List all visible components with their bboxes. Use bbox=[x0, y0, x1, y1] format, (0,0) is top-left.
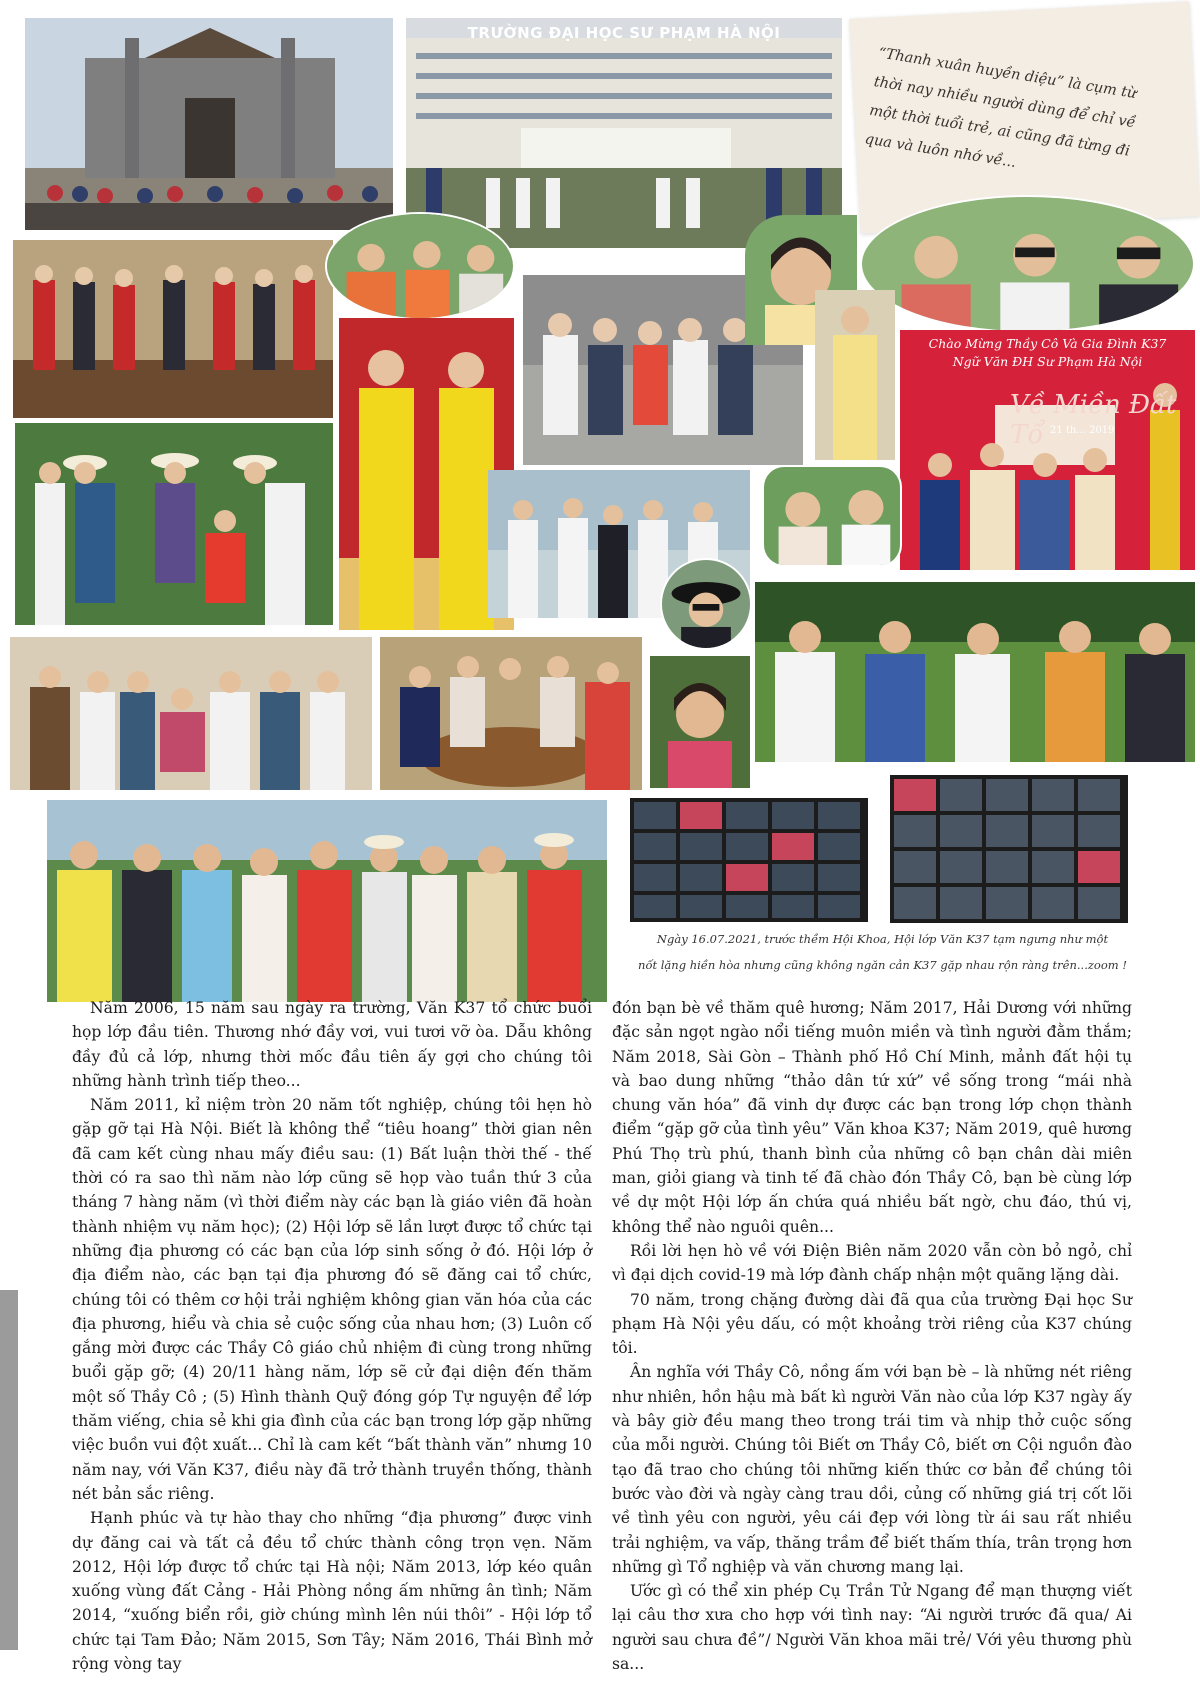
table-gathering-photo bbox=[380, 637, 642, 790]
caption-line-1: Ngày 16.07.2021, trước thềm Hội Khoa, Hội lớp Văn K37 tạm ngưng như một bbox=[656, 932, 1109, 946]
teacher-student-oval-photo bbox=[325, 212, 515, 320]
article-right-column bbox=[612, 996, 1132, 1676]
paragraph: 70 năm, trong chặng đường dài đã qua của trường Đại học Sư phạm Hà Nội yêu dấu, có một khoảng trời riêng của K37 chúng tôi. bbox=[612, 1290, 1132, 1358]
celebration-banner-photo bbox=[900, 330, 1195, 570]
paragraph: Rồi lời hẹn hò về với Điện Biên năm 2020 vẫn còn bỏ ngỏ, chỉ vì đại dịch covid-19 mà lớp đành chấp nhận một quãng lặng dài. bbox=[612, 1241, 1132, 1285]
couple-portrait-photo bbox=[762, 465, 902, 567]
university-building-group-photo bbox=[406, 18, 842, 248]
banner-line-1: Chào Mừng Thầy Cô Và Gia Đình K37 bbox=[928, 336, 1167, 351]
caption-line-2: nốt lặng hiền hòa nhưng cũng không ngăn cản K37 gặp nhau rộn ràng trên...zoom ! bbox=[638, 958, 1127, 972]
karaoke-men-photo bbox=[755, 582, 1195, 762]
paragraph: đón bạn bè về thăm quê hương; Năm 2017, Hải Dương với những đặc sản ngọt ngào nổi tiếng muôn miền và tình người đằm thắm; Năm 2018, Sài Gòn – Thành phố Hồ Chí Minh, mảnh đất hội tụ và bao dung những “thảo dân tứ xứ” về sống trong “mái nhà chung văn hóa” đã vinh dự được các bạn trong lớp chọn thành điểm “gặp gỡ của tình yêu” Văn khoa K37; Năm 2019, quê hương Phú Thọ trù phú, thanh bình của những cô bạn chân dài miên man, giỏi giang và tinh tế đã chào đón Thầy Cô, bạn bè cùng lớp về dự một Hội lớp ấn chứa quá nhiều bất ngờ, chu đáo, thú vị, không thể nào nguôi quên... bbox=[612, 999, 1132, 1236]
paragraph: Hạnh phúc và tự hào thay cho những “địa phương” được vinh dự đăng cai và tất cả đều tổ chức thành công trọn vẹn. Năm 2012, Hội lớp được tổ chức tại Hà nội; Năm 2013, lớp kéo quân xuống vùng đất Cảng - Hải Phòng nồng ấm những ân tình; Năm 2014, “xuống biển rồi, giờ chúng mình lên núi thôi” - Hội lớp tổ chức tại Tam Đảo; Năm 2015, Sơn Tây; Năm 2016, Thái Bình mở rộng vòng tay bbox=[72, 1509, 592, 1674]
paragraph: Ân nghĩa với Thầy Cô, nồng ấm với bạn bè – là những nét riêng như nhiên, hồn hậu mà bất kì người Văn nào của lớp K37 ngày ấy và bây giờ đều mang theo trong trái tim và nhịp thở cuộc sống của mỗi người. Chúng tôi Biết ơn Thầy Cô, biết ơn Cội nguồn đào tạo đã trao cho chúng tôi những kiến thức cơ bản để chúng tôi bước vào đời và ngày càng trau dồi, củng cố những giá trị cốt lõi về tình yêu con người, yêu cái đẹp với lòng từ ái sau rất nhiều trải nghiệm, va vấp, thăng trầm để biết thấm thía, trân trọng hơn những gì Tổ nghiệp và văn chương mang lại. bbox=[612, 1363, 1132, 1576]
zoom-caption bbox=[625, 926, 1140, 978]
ao-dai-standing-photo bbox=[815, 290, 895, 460]
university-sign: TRƯỜNG ĐẠI HỌC SƯ PHẠM HÀ NỘI bbox=[467, 24, 781, 42]
quote-text: “Thanh xuân huyền diệu” là cụm từ thời nay nhiều người dùng để chỉ về một thời tuổi trẻ, ai cũng đã từng đi qua và luôn nhớ về... bbox=[863, 45, 1138, 172]
banner-line-2: Ngữ Văn ĐH Sư Phạm Hà Nội bbox=[952, 354, 1143, 369]
zoom-grid-screenshot-2 bbox=[890, 775, 1128, 923]
paragraph: Năm 2011, kỉ niệm tròn 20 năm tốt nghiệp, chúng tôi hẹn hò gặp gỡ tại Hà Nội. Biết là không thể “tiêu hoang” thời gian nên đã cam kết cùng nhau mấy điều sau: (1) Bất luận thời thế - thế thời có ra sao thì năm nào lớp cũng sẽ họp vào tuần thứ 3 của tháng 7 hàng năm (vì thời điểm này các bạn là giáo viên đã hoàn thành nhiệm vụ năm học); (2) Hội lớp sẽ lần lượt được tổ chức tại những địa phương có các bạn của lớp sinh sống ở đó. Hội lớp ở địa điểm nào, các bạn tại địa phương đó sẽ đăng cai tổ chức, chúng tôi có thêm cơ hội trải nghiệm không gian văn hóa của các địa phương, hiểu và chia sẻ cuộc sống của nhau hơn; (3) Luôn cố gắng mời được các Thầy Cô giáo chủ nhiệm đi cùng trong những buổi gặp gỡ; (4) 20/11 hàng năm, lớp sẽ cử đại diện đến thăm một số Thầy Cô ; (5) Hình thành Quỹ đóng góp Tự nguyện để lớp thăm viếng, chia sẻ khi gia đình của các bạn trong lớp gặp những việc buồn vui đột xuất... Chỉ là cam kết “bất thành văn” nhưng 10 năm nay, với Văn K37, điều này đã trở thành truyền thống, thành nét bản sắc riêng. bbox=[72, 1096, 592, 1503]
sunglasses-ladies-oval-photo bbox=[860, 195, 1195, 333]
elderly-teacher-group-photo bbox=[10, 637, 372, 790]
paragraph: Năm 2006, 15 năm sau ngày ra trường, Văn K37 tổ chức buổi họp lớp đầu tiên. Thương nhớ đầy vơi, vui tươi vỡ òa. Dẫu không đầy đủ cả lớp, nhưng thời mốc đầu tiên ấy gợi cho chúng tôi những hành trình tiếp theo... bbox=[72, 999, 592, 1090]
zoom-grid-screenshot-1 bbox=[630, 798, 868, 922]
banner-date: 21 th... 2019 bbox=[1050, 425, 1115, 436]
hat-group-photo bbox=[15, 423, 333, 625]
banner-title: Về Miền Đất Tổ bbox=[1010, 390, 1177, 450]
temple-gate-group-photo bbox=[25, 18, 393, 230]
microphone-lady-photo bbox=[650, 656, 750, 788]
black-hat-lady-oval-photo bbox=[660, 558, 752, 650]
paragraph: Ước gì có thể xin phép Cụ Trần Tử Ngang để mạn thượng viết lại câu thơ xưa cho hợp với tình nay: “Ai người trước đã qua/ Ai người sau chưa đề”/ Người Văn khoa mãi trẻ/ Với yêu thương phù sa... bbox=[612, 1582, 1132, 1674]
banquet-group-photo bbox=[13, 240, 333, 418]
left-edge-bar bbox=[0, 1290, 18, 1650]
outdoor-group-photo bbox=[47, 800, 607, 1002]
article-left-column bbox=[72, 996, 592, 1676]
